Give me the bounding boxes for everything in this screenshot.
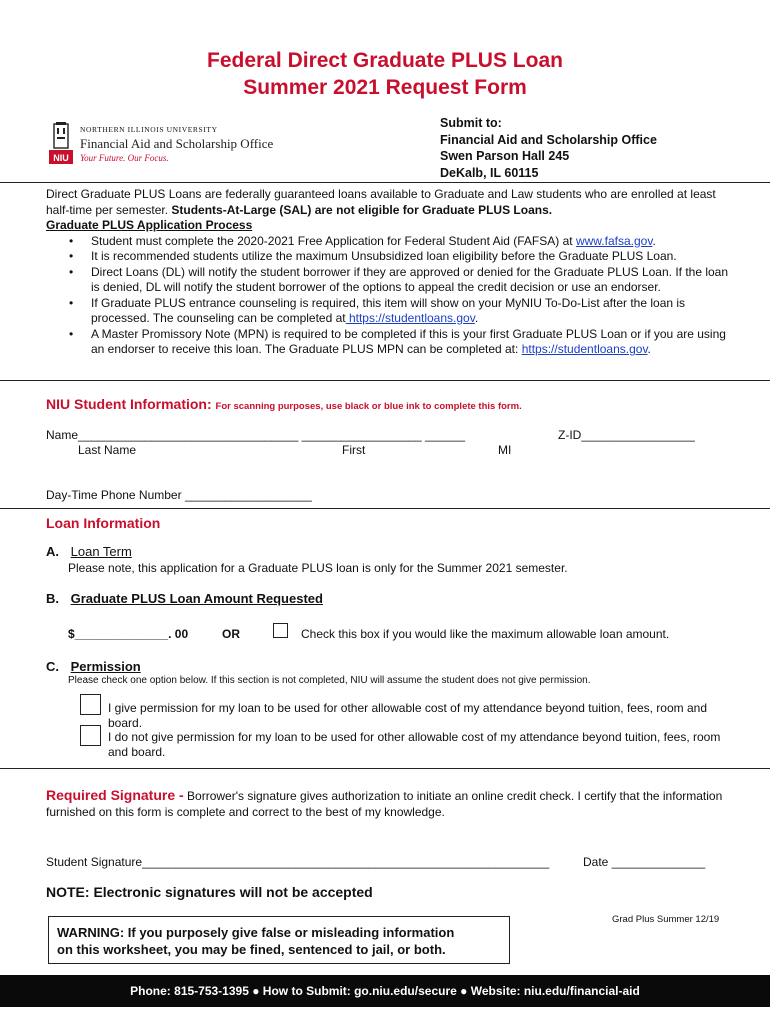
logo-tagline: Your Future. Our Focus. [80, 153, 169, 163]
electronic-signature-note: NOTE: Electronic signatures will not be accepted [46, 884, 373, 900]
first-name-caption: First [342, 443, 366, 457]
student-info-heading: NIU Student Information: For scanning purposes, use black or blue ink to complete this form. [46, 396, 522, 412]
date-label: Date [583, 855, 609, 869]
logo-office: Financial Aid and Scholarship Office [80, 136, 274, 151]
name-field[interactable] [46, 428, 465, 442]
divider [0, 182, 770, 183]
list-item: • If Graduate PLUS entrance counseling is required, this item will show on your MyNIU To-Do-List after the loan is processed. The counseling can be completed at https://studentloans.gov. [91, 296, 736, 327]
footer-bar: Phone: 815-753-1395 ● How to Submit: go.niu.edu/secure ● Website: niu.edu/financial-aid [0, 975, 770, 1007]
amount-heading: B. Graduate PLUS Loan Amount Requested [46, 591, 323, 606]
loan-term-heading: A. Loan Term [46, 544, 132, 559]
list-item: • Direct Loans (DL) will notify the student borrower if they are approved or denied for the Graduate PLUS Loan. If the loan is denied, DL will notify the student borrower of the options to appeal the credit decision or use an endorser. [91, 265, 736, 296]
give-permission-checkbox[interactable] [80, 694, 101, 715]
phone-label: Day-Time Phone Number [46, 488, 182, 502]
list-item: • Student must complete the 2020-2021 Free Application for Federal Student Aid (FAFSA) at www.fafsa.gov. [91, 234, 736, 250]
signature-heading: Required Signature - [46, 787, 184, 803]
phone-line[interactable]: ___________________ [184, 488, 312, 502]
signature-section [46, 787, 736, 820]
submit-to-line3: DeKalb, IL 60115 [440, 165, 539, 180]
max-amount-label: Check this box if you would like the maximum allowable loan amount. [301, 627, 670, 641]
form-title-line2: Summer 2021 Request Form [243, 76, 527, 99]
niu-tower-icon [48, 122, 74, 166]
phone-field[interactable] [46, 488, 312, 502]
mi-caption: MI [498, 443, 512, 457]
form-id: Grad Plus Summer 12/19 [612, 914, 720, 925]
intro-text: Direct Graduate PLUS Loans are federally guaranteed loans available to Graduate and Law students who are enrolled at least half-time per semester. [46, 187, 716, 217]
form-title-line1: Federal Direct Graduate PLUS Loan [207, 49, 563, 72]
divider [0, 768, 770, 769]
warning-line2: on this worksheet, you may be fined, sentenced to jail, or both. [57, 942, 446, 957]
studentloans-mpn-link[interactable]: https://studentloans.gov [521, 342, 648, 356]
studentloans-link[interactable]: https://studentloans.gov [345, 311, 475, 325]
or-label: OR [222, 627, 240, 641]
permission-text: Please check one option below. If this section is not completed, NIU will assume the student does not give permission. [68, 675, 591, 686]
intro-paragraph [46, 187, 736, 218]
date-field[interactable] [583, 855, 705, 869]
fafsa-link[interactable]: www.fafsa.gov [575, 233, 653, 248]
loan-term-text: Please note, this application for a Graduate PLUS loan is only for the Summer 2021 semester. [68, 561, 568, 575]
last-name-caption: Last Name [78, 443, 137, 457]
zid-field[interactable] [558, 428, 695, 442]
zid-label: Z-ID [558, 428, 582, 442]
warning-box [48, 916, 510, 964]
deny-permission-checkbox[interactable] [80, 725, 101, 746]
student-signature-field[interactable] [46, 855, 549, 869]
zid-line[interactable]: _________________ [581, 428, 695, 442]
submit-to-line1: Financial Aid and Scholarship Office [440, 132, 657, 147]
process-heading: Graduate PLUS Application Process [46, 218, 253, 232]
loan-info-heading: Loan Information [46, 515, 161, 531]
student-signature-label: Student Signature [46, 855, 143, 869]
niu-logo [48, 122, 298, 166]
warning-line1: WARNING: If you purposely give false or misleading information [57, 925, 455, 940]
intro-bold: Students-At-Large (SAL) are not eligible for Graduate PLUS Loans. [171, 202, 553, 217]
give-permission-label: I give permission for my loan to be used for other allowable cost of my attendance beyond tuition, fees, room and board. [108, 701, 707, 730]
amount-input[interactable]: $______________. 00 [68, 627, 189, 641]
logo-mark-text: NIU [53, 153, 69, 163]
date-line[interactable]: ______________ [611, 855, 706, 869]
permission-heading: C. Permission [46, 659, 141, 674]
deny-permission-label: I do not give permission for my loan to be used for other allowable cost of my attendance beyond tuition, fees, room and board. [108, 730, 721, 759]
submit-to-line2: Swen Parson Hall 245 [440, 149, 570, 163]
process-list [91, 234, 736, 358]
divider [0, 508, 770, 509]
name-line[interactable]: _________________________________ __________________ ______ [78, 428, 466, 442]
submit-to-block [440, 115, 657, 181]
name-label: Name [46, 428, 79, 442]
list-item: • A Master Promissory Note (MPN) is required to be completed if this is your first Graduate PLUS Loan or if you are using an endorser to receive this loan. The Graduate PLUS MPN can be completed at: https://studentloans.gov. [91, 327, 736, 358]
submit-to-label: Submit to: [440, 116, 502, 130]
logo-university: NORTHERN ILLINOIS UNIVERSITY [80, 125, 218, 134]
divider [0, 380, 770, 381]
student-signature-line[interactable]: _____________________________________________________________ [142, 855, 550, 869]
intro-section [46, 187, 736, 358]
signature-text: Borrower's signature gives authorization to initiate an online credit check. I certify that the information furnished on this form is complete and correct to the best of my knowledge. [46, 789, 723, 819]
ink-note: For scanning purposes, use black or blue ink to complete this form. [215, 401, 522, 412]
list-item: • It is recommended students utilize the maximum Unsubsidized loan eligibility before the Graduate PLUS Loan. [91, 249, 736, 265]
max-amount-checkbox[interactable] [273, 623, 288, 638]
